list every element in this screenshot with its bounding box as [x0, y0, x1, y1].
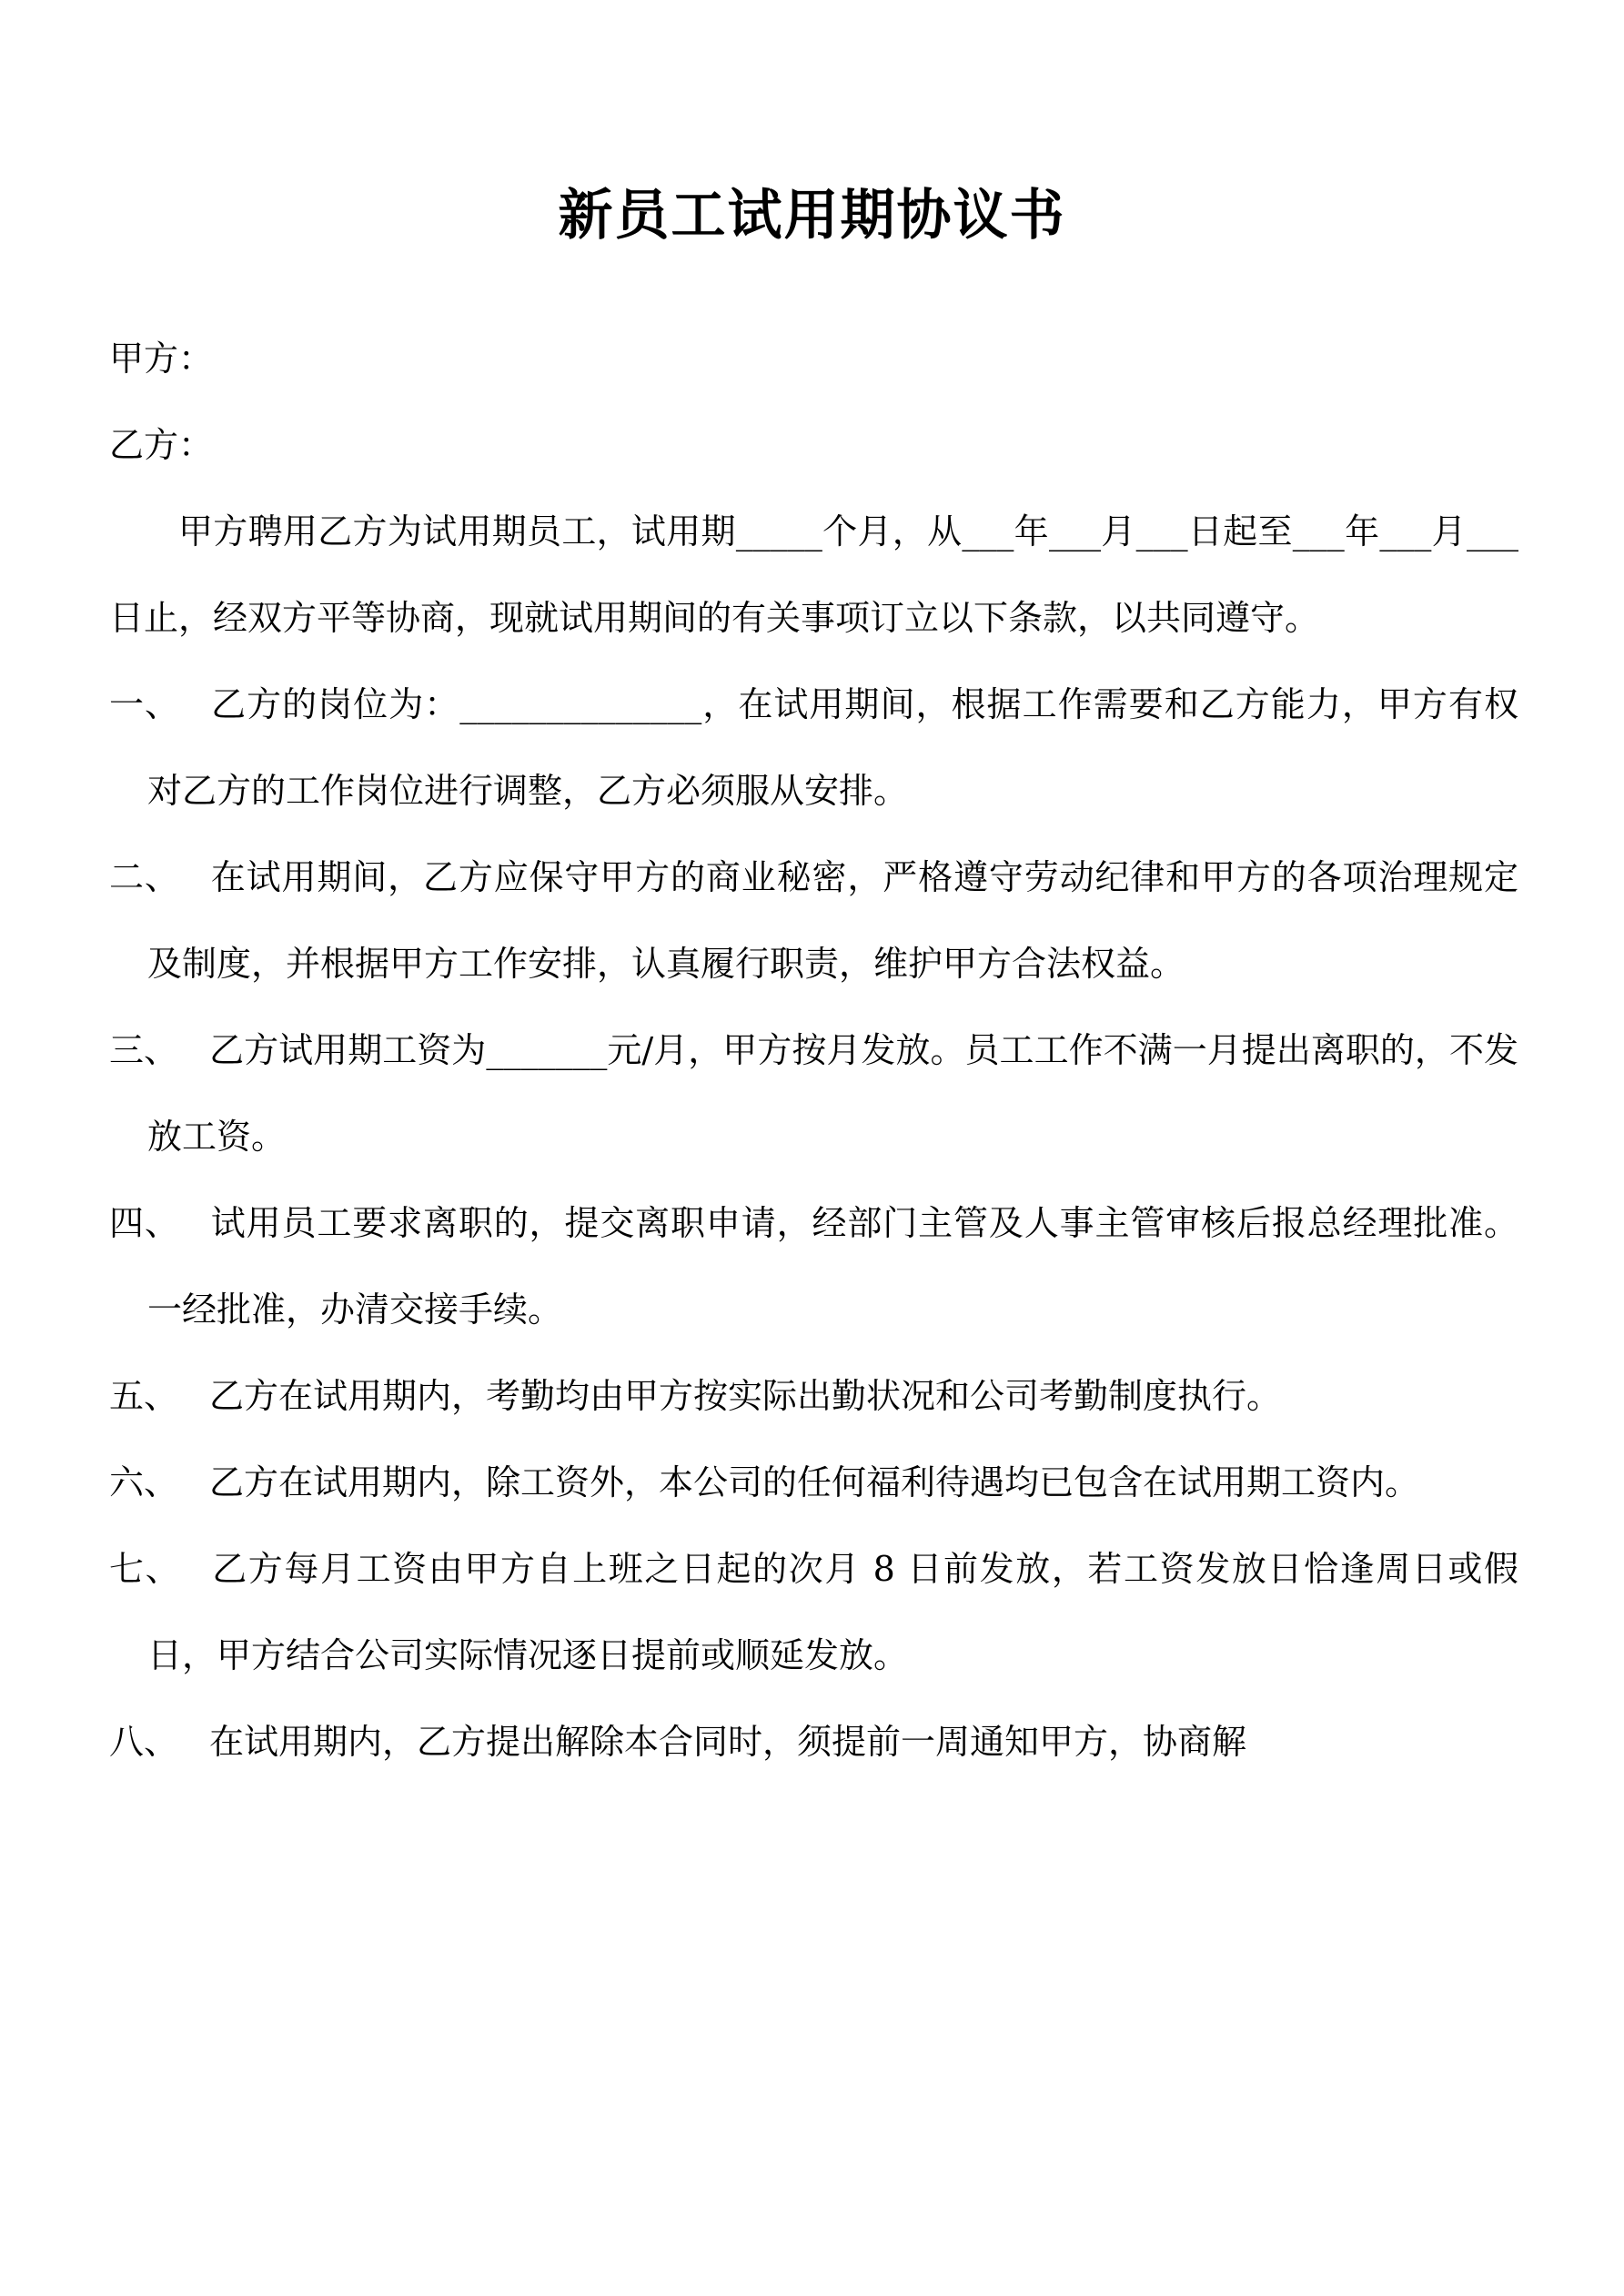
clause-item	[109, 1526, 1518, 1699]
intro-paragraph: 甲方聘用乙方为试用期员工，试用期_____个月，从___年___月___日起至___年___月___日止，经双方平等协商，现就试用期间的有关事项订立以下条款，以共同遵守。	[109, 511, 1518, 638]
clause-item	[109, 1699, 1518, 1785]
clause-number: 三、	[109, 1030, 179, 1070]
clause-text: 试用员工要求离职的，提交离职申请，经部门主管及人事主管审核后报总经理批准。一经批准，办清交接手续。	[147, 1203, 1518, 1330]
clause-text: 乙方在试用期内，考勤均由甲方按实际出勤状况和公司考勤制度执行。	[209, 1376, 1282, 1416]
party-a-label: 甲方：	[109, 339, 214, 379]
clause-item	[109, 1440, 1518, 1526]
clause-item	[109, 1007, 1518, 1180]
clause-number: 二、	[109, 857, 180, 897]
clause-list	[109, 662, 1518, 1785]
clause-text: 乙方试用期工资为_______元/月，甲方按月发放。员工工作不满一月提出离职的，不发放工资。	[147, 1030, 1518, 1157]
document-title: 新员工试用期协议书	[558, 184, 1066, 248]
party-b-label: 乙方：	[109, 425, 214, 465]
clause-number: 一、	[109, 684, 181, 724]
clause-text: 乙方的岗位为：______________，在试用期间，根据工作需要和乙方能力，甲方有权对乙方的工作岗位进行调整，乙方必须服从安排。	[147, 684, 1518, 811]
clause-text: 乙方每月工资由甲方自上班之日起的次月 8 日前发放，若工资发放日恰逢周日或假日，甲方结合公司实际情况逐日提前或顺延发放。	[147, 1549, 1518, 1675]
clause-number: 七、	[109, 1549, 182, 1589]
clause-number: 六、	[109, 1462, 179, 1502]
clause-text: 在试用期间，乙方应保守甲方的商业秘密，严格遵守劳动纪律和甲方的各项治理规定及制度，并根据甲方工作安排，认真履行职责，维护甲方合法权益。	[147, 857, 1518, 984]
clause-item	[109, 1353, 1518, 1440]
clause-item	[109, 834, 1518, 1007]
clause-item	[109, 662, 1518, 834]
clause-number: 四、	[109, 1203, 180, 1243]
clause-item	[109, 1180, 1518, 1353]
clause-number: 五、	[109, 1376, 179, 1416]
document-body	[109, 316, 1518, 1785]
clause-text: 在试用期内，乙方提出解除本合同时，须提前一周通知甲方，协商解	[209, 1722, 1247, 1762]
clause-number: 八、	[109, 1722, 179, 1762]
clause-text: 乙方在试用期内，除工资外，本公司的任何福利待遇均已包含在试用期工资内。	[209, 1462, 1420, 1502]
